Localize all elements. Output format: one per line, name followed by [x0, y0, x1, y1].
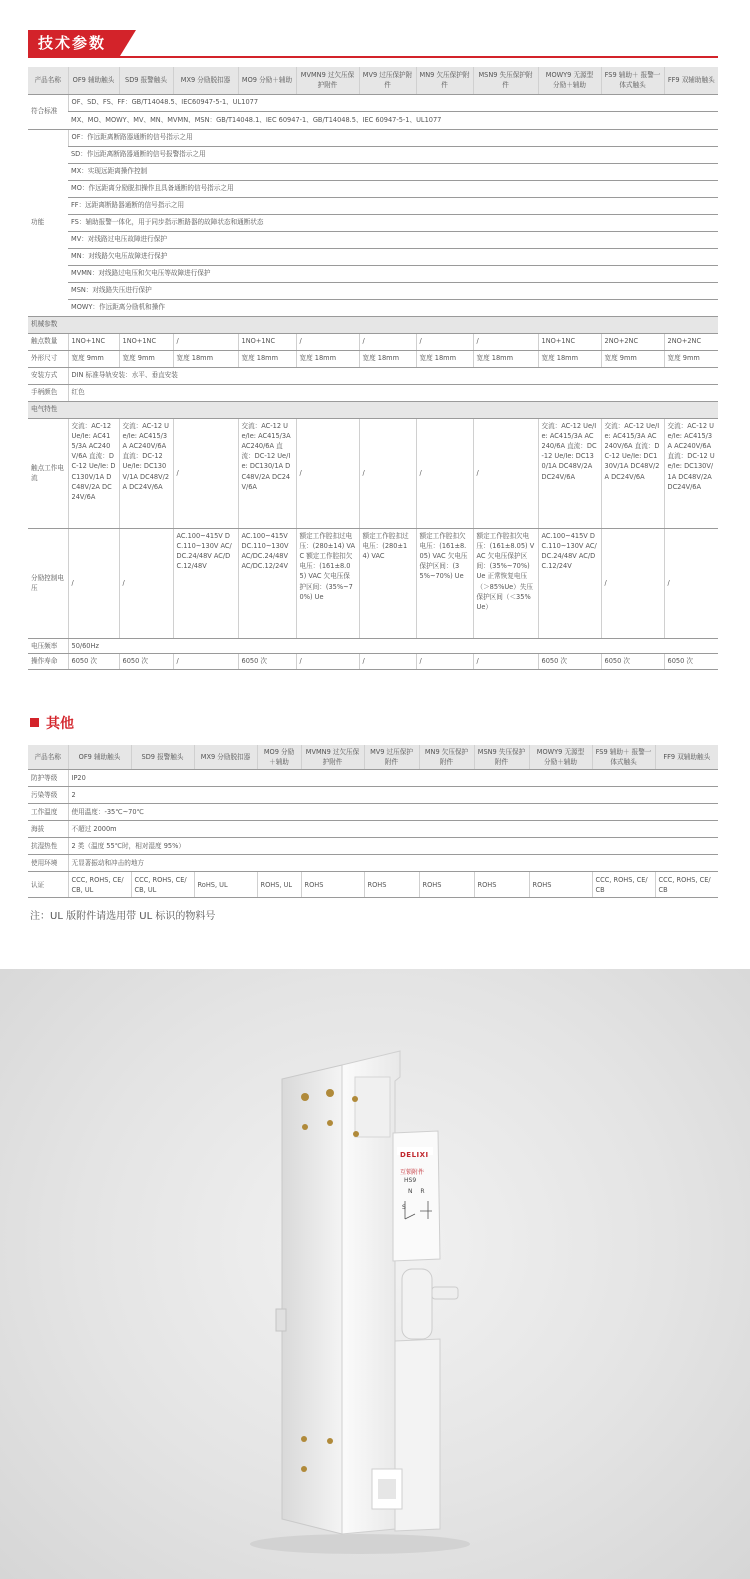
- table-row: [28, 111, 718, 129]
- size-cell: 宽度 18mm: [238, 350, 296, 367]
- contact-cell: 1NO+1NC: [119, 333, 173, 350]
- table-row: [28, 248, 718, 265]
- row-label-current: 触点工作电流: [28, 418, 68, 528]
- current-cell: 交流：AC-12 Ue/Ie: AC415/3A AC240/6A 直流：DC-12 Ue/Ie: DC130/1A DC48V/2A DC24V/6A: [538, 418, 601, 528]
- cert-cell: CCC, ROHS, CE/CB, UL: [68, 872, 131, 898]
- header-cell: MN9 欠压保护附件: [416, 67, 473, 94]
- shunt-cell: 额定工作腔扣过电压：(280±14) VAC 额定工作腔扣欠电压：(161±8.05) VAC 欠电压保护区间：(35%~70%) Ue: [296, 528, 359, 638]
- current-cell: 交流：AC-12 Ue/Ie: AC415/3A AC240/6A 直流：DC-12 Ue/Ie: DC130/1A DC48V/2A DC24V/6A: [238, 418, 296, 528]
- row-label-install: 安装方式: [28, 367, 68, 384]
- row-label-contacts: 触点数量: [28, 333, 68, 350]
- header-cell: MOWY9 无源型 分励＋辅助: [529, 745, 592, 770]
- contact-cell: /: [359, 333, 416, 350]
- current-cell: /: [473, 418, 538, 528]
- contact-cell: 2NO+2NC: [601, 333, 664, 350]
- header-cell: MX9 分励脱扣器: [173, 67, 238, 94]
- size-cell: 宽度 9mm: [601, 350, 664, 367]
- cert-cell: CCC, ROHS, CE/CB, UL: [131, 872, 194, 898]
- contact-cell: /: [173, 333, 238, 350]
- current-cell: /: [359, 418, 416, 528]
- size-cell: 宽度 9mm: [664, 350, 718, 367]
- current-cell: /: [173, 418, 238, 528]
- row-label-handle: 手柄颜色: [28, 384, 68, 401]
- function-value: FS：辅助报警一体化，用于同步指示断路器的故障状态和通断状态: [68, 214, 718, 231]
- elec-section-title: 电气特性: [28, 401, 718, 418]
- contact-cell: /: [416, 333, 473, 350]
- table-row: [28, 231, 718, 248]
- header-cell: MVMN9 过欠压保护附件: [296, 67, 359, 94]
- contact-cell: 2NO+2NC: [664, 333, 718, 350]
- table-row: [28, 787, 718, 804]
- contact-cell: 1NO+1NC: [538, 333, 601, 350]
- section-technical-header: [28, 30, 718, 58]
- table-row: [28, 770, 718, 787]
- table-section-row: [28, 316, 718, 333]
- header-cell: MO9 分励 ＋辅助: [257, 745, 301, 770]
- current-cell: 交流：AC-12 Ue/Ie: AC415/3A AC240V/6A 直流：DC-12 Ue/Ie: DC130V/1A DC48V/2A DC24V/6A: [601, 418, 664, 528]
- shunt-cell: /: [68, 528, 119, 638]
- life-cell: /: [473, 653, 538, 669]
- table-row: [28, 197, 718, 214]
- size-cell: 宽度 9mm: [68, 350, 119, 367]
- table-row: [28, 872, 718, 898]
- table-row: [28, 146, 718, 163]
- life-cell: /: [173, 653, 238, 669]
- header-cell: MOWY9 无源型 分励＋辅助: [538, 67, 601, 94]
- row-label: 海拔: [28, 821, 68, 838]
- current-cell: 交流：AC-12 Ue/Ie: AC415/3A AC240V/6A 直流：DC-12 Ue/Ie: DC130V/1A DC48V/2A DC24V/6A: [119, 418, 173, 528]
- standard-value: MX、MO、MOWY、MV、MN、MVMN、MSN：GB/T14048.1、IEC 60947-1、GB/T14048.5、IEC 60947-5-1、UL1077: [68, 111, 718, 129]
- technical-params-table: [28, 67, 718, 670]
- size-cell: 宽度 18mm: [473, 350, 538, 367]
- table-row: [28, 333, 718, 350]
- table-row: [28, 528, 718, 638]
- handle-value: 红色: [68, 384, 718, 401]
- table-row: [28, 367, 718, 384]
- contact-cell: /: [473, 333, 538, 350]
- shunt-cell: 额定工作腔扣过电压：(280±14) VAC: [359, 528, 416, 638]
- row-value: 无显著振动和冲击的地方: [68, 855, 718, 872]
- row-label-standard: 符合标准: [28, 94, 68, 129]
- cert-cell: CCC, ROHS, CE/CB: [592, 872, 655, 898]
- table-row: [28, 265, 718, 282]
- section-technical-rule: [28, 56, 718, 58]
- life-cell: 6050 次: [68, 653, 119, 669]
- life-cell: 6050 次: [119, 653, 173, 669]
- contact-cell: 1NO+1NC: [68, 333, 119, 350]
- row-label: 防护等级: [28, 770, 68, 787]
- cert-cell: CCC, ROHS, CE/CB: [655, 872, 718, 898]
- device-name: 互锁附件: [400, 1169, 425, 1176]
- header-cell: OF9 辅助触头: [68, 745, 131, 770]
- contact-cell: /: [296, 333, 359, 350]
- header-cell: 产品名称: [28, 745, 68, 770]
- shunt-cell: /: [601, 528, 664, 638]
- life-cell: 6050 次: [601, 653, 664, 669]
- row-value: IP20: [68, 770, 718, 787]
- size-cell: 宽度 18mm: [538, 350, 601, 367]
- function-value: MO：作远距离分励脱扣操作且具备通断的信号指示之用: [68, 180, 718, 197]
- function-value: MSN：对线路失压进行保护: [68, 282, 718, 299]
- table-row: [28, 804, 718, 821]
- row-label: 使用环境: [28, 855, 68, 872]
- function-value: MV：对线路过电压故障进行保护: [68, 231, 718, 248]
- shunt-cell: AC.100~415V DC.110~130V AC/DC.24/48V AC/DC.12/48V: [173, 528, 238, 638]
- cert-cell: ROHS: [474, 872, 529, 898]
- table-row: [28, 638, 718, 653]
- header-cell: FF9 双辅助触头: [655, 745, 718, 770]
- shunt-cell: 额定工作腔扣欠电压：(161±8.05) VAC 欠电压保护区间：(35%~70%) Ue 正常恢复电压（＞85%Ue）失压保护区间（＜35%Ue）: [473, 528, 538, 638]
- row-label: 抗湿热性: [28, 838, 68, 855]
- header-cell: MV9 过压保护附件: [364, 745, 419, 770]
- row-value: 2: [68, 787, 718, 804]
- header-cell: SD9 报警触头: [131, 745, 194, 770]
- function-value: MX：实现远距离操作控制: [68, 163, 718, 180]
- header-cell: MSN9 失压保护附件: [473, 67, 538, 94]
- row-label-function: 功能: [28, 129, 68, 316]
- header-cell: SD9 报警触头: [119, 67, 173, 94]
- row-label-shunt: 分励控制电压: [28, 528, 68, 638]
- shunt-cell: /: [664, 528, 718, 638]
- row-label: 工作温度: [28, 804, 68, 821]
- table-header-row: [28, 67, 718, 94]
- life-cell: /: [416, 653, 473, 669]
- table-row: [28, 384, 718, 401]
- table-row: [28, 350, 718, 367]
- device-brand-logo: DELIXI: [400, 1151, 429, 1159]
- current-cell: /: [296, 418, 359, 528]
- contact-cell: 1NO+1NC: [238, 333, 296, 350]
- header-cell: MV9 过压保护附件: [359, 67, 416, 94]
- header-cell: MVMN9 过欠压保护附件: [301, 745, 364, 770]
- device-terminal-labels: N R: [408, 1188, 428, 1195]
- mech-section-title: 机械参数: [28, 316, 718, 333]
- function-value: MVMN：对线路过电压和欠电压等故障进行保护: [68, 265, 718, 282]
- row-label-size: 外形尺寸: [28, 350, 68, 367]
- current-cell: 交流：AC-12 Ue/Ie: AC415/3A AC240V/6A 直流：DC-12 Ue/Ie: DC130V/1A DC48V/2A DC24V/6A: [664, 418, 718, 528]
- size-cell: 宽度 18mm: [416, 350, 473, 367]
- section-technical-title: 技术参数: [28, 30, 120, 56]
- standard-value: OF、SD、FS、FF：GB/T14048.5、IEC60947-5-1、UL1077: [68, 94, 718, 111]
- life-cell: 6050 次: [538, 653, 601, 669]
- cert-cell: RoHS, UL: [194, 872, 257, 898]
- header-cell: MN9 欠压保护附件: [419, 745, 474, 770]
- function-value: FF：远距离断路器通断的信号指示之用: [68, 197, 718, 214]
- footnote: 注：UL 版附件请选用带 UL 标识的物料号: [30, 911, 216, 922]
- shunt-cell: 额定工作腔扣欠电压：(161±8.05) VAC 欠电压保护区间：(35%~70%) Ue: [416, 528, 473, 638]
- table-row: [28, 821, 718, 838]
- header-cell: MSN9 失压保护附件: [474, 745, 529, 770]
- table-row: [28, 418, 718, 528]
- device-illustration: [0, 969, 750, 1579]
- shunt-cell: /: [119, 528, 173, 638]
- square-bullet-icon: [30, 718, 39, 727]
- function-value: OF：作远距离断路器通断的信号指示之用: [68, 129, 718, 146]
- header-cell: FS9 辅助＋ 报警一体式触头: [601, 67, 664, 94]
- row-value: 使用温度：-35℃~70℃: [68, 804, 718, 821]
- section-other-title: 其他: [46, 716, 74, 732]
- table-row: [28, 129, 718, 146]
- shunt-cell: AC.100~415V DC.110~130V AC/DC.24/48V AC/DC.12/24V: [238, 528, 296, 638]
- header-cell: FF9 双辅助触头: [664, 67, 718, 94]
- header-cell: 产品名称: [28, 67, 68, 94]
- cert-cell: ROHS, UL: [257, 872, 301, 898]
- table-row: [28, 653, 718, 669]
- table-header-row: [28, 745, 718, 770]
- life-cell: /: [359, 653, 416, 669]
- table-row: [28, 163, 718, 180]
- table-row: [28, 214, 718, 231]
- life-cell: /: [296, 653, 359, 669]
- life-cell: 6050 次: [664, 653, 718, 669]
- frequency-value: 50/60Hz: [68, 638, 718, 653]
- cert-cell: ROHS: [529, 872, 592, 898]
- row-value: 不超过 2000m: [68, 821, 718, 838]
- row-label: 污染等级: [28, 787, 68, 804]
- cert-cell: ROHS: [364, 872, 419, 898]
- current-cell: 交流：AC-12 Ue/Ie: AC415/3A AC240V/6A 直流：DC-12 Ue/Ie: DC130V/1A DC48V/2A DC24V/6A: [68, 418, 119, 528]
- header-cell: OF9 辅助触头: [68, 67, 119, 94]
- cert-cell: ROHS: [301, 872, 364, 898]
- size-cell: 宽度 18mm: [296, 350, 359, 367]
- size-cell: 宽度 18mm: [173, 350, 238, 367]
- life-cell: 6050 次: [238, 653, 296, 669]
- size-cell: 宽度 18mm: [359, 350, 416, 367]
- table-row: [28, 94, 718, 111]
- other-params-table: [28, 745, 718, 898]
- header-cell: MO9 分励＋辅助: [238, 67, 296, 94]
- table-row: [28, 180, 718, 197]
- device-switch-label: S: [402, 1204, 406, 1211]
- row-label-frequency: 电压频率: [28, 638, 68, 653]
- row-label-cert: 认证: [28, 872, 68, 898]
- function-value: MOWY：作远距离分励机和操作: [68, 299, 718, 316]
- header-cell: FS9 辅助＋ 报警一体式触头: [592, 745, 655, 770]
- row-value: 2 类（温度 55℃时，相对湿度 95%）: [68, 838, 718, 855]
- cert-cell: ROHS: [419, 872, 474, 898]
- size-cell: 宽度 9mm: [119, 350, 173, 367]
- function-value: SD：作远距离断路器通断的信号报警指示之用: [68, 146, 718, 163]
- product-photo: [0, 969, 750, 1579]
- current-cell: /: [416, 418, 473, 528]
- shunt-cell: AC.100~415V DC.110~130V AC/DC.24/48V AC/DC.12/24V: [538, 528, 601, 638]
- table-row: [28, 838, 718, 855]
- function-value: MN：对线路欠电压故障进行保护: [68, 248, 718, 265]
- table-row: [28, 855, 718, 872]
- install-value: DIN 标准导轨安装：水平、垂直安装: [68, 367, 718, 384]
- table-section-row: [28, 401, 718, 418]
- device-model: HS9: [404, 1177, 417, 1184]
- header-cell: MX9 分励脱扣器: [194, 745, 257, 770]
- table-row: [28, 282, 718, 299]
- table-row: [28, 299, 718, 316]
- row-label-life: 操作寿命: [28, 653, 68, 669]
